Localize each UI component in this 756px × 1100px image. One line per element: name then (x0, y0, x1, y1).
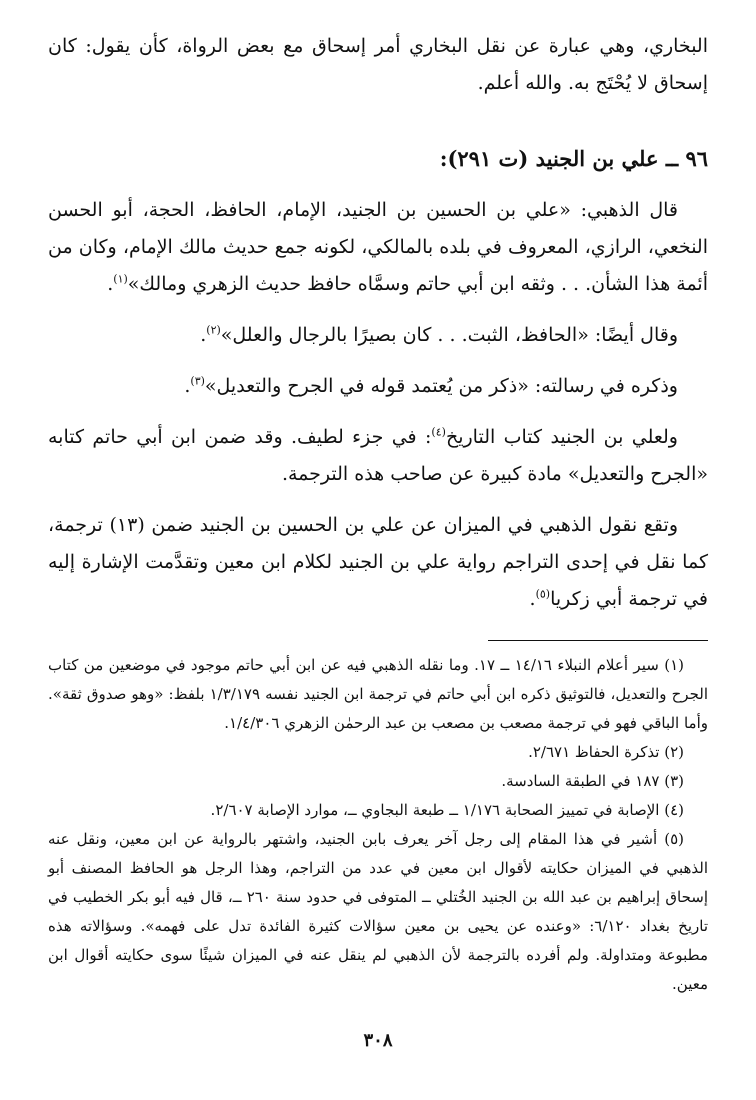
paragraph-4-text-a: ولعلي بن الجنيد كتاب التاريخ (445, 426, 678, 448)
footnotes (48, 651, 708, 999)
paragraph-3 (48, 368, 708, 405)
paragraph-4 (48, 419, 708, 493)
footnote-ref-5: (٥) (535, 587, 551, 601)
intro-paragraph: البخاري، وهي عبارة عن نقل البخاري أمر إسحاق مع بعض الرواة، كأن يقول: كان إسحاق لا يُحْتَج به. والله أعلم. (48, 35, 708, 94)
paragraph-1-text: قال الذهبي: «علي بن الحسين بن الجنيد، الإمام، الحافظ، الحجة، أبو الحسن النخعي، الرازي، المعروف في بلده بالمالكي، لكونه جمع حديث مالك الإمام، وكان من أئمة هذا الشأن. . . وثقه ابن أبي حاتم وسمَّاه حافظ حديث الزهري ومالك» (48, 199, 708, 295)
paragraph-2-text: وقال أيضًا: «الحافظ، الثبت. . . كان بصيرًا بالرجال والعلل» (220, 324, 678, 346)
page-number: ٣٠٨ (363, 1030, 393, 1051)
paragraph-4-text-b: : في جزء لطيف. وقد ضمن ابن أبي حاتم كتابه «الجرح والتعديل» مادة كبيرة عن صاحب هذه الترجمة. (48, 426, 708, 485)
paragraph-2 (48, 317, 708, 354)
footnote-ref-4: (٤) (431, 425, 446, 439)
main-text (48, 28, 708, 618)
paragraph-5-text: وتقع نقول الذهبي في الميزان عن علي بن الحسين بن الجنيد ضمن (١٣) ترجمة، كما نقل في إحدى التراجم رواية علي بن الجنيد لكلام ابن معين وتقدَّمت الإشارة إليه في ترجمة أبي زكريا (48, 514, 708, 610)
footnote-1: (١) سير أعلام النبلاء ١٤/١٦ ــ ١٧. وما نقله الذهبي فيه عن ابن أبي حاتم موجود في موضعين من كتاب الجرح والتعديل، فالتوثيق ذكره ابن أبي حاتم في ترجمة ابن الجنيد نفسه ١/٣/١٧٩ بلفظ: «وهو صدوق ثقة». وأما الباقي فهو في ترجمة مصعب بن مصعب بن عبد الرحمٰن الزهري ١/٤/٣٠٦. (48, 656, 708, 732)
paragraph-2-end: . (200, 324, 207, 346)
paragraph-1-end: . (107, 273, 114, 295)
footnote-3: (٣) ١٨٧ في الطبقة السادسة. (501, 772, 684, 790)
book-page (48, 28, 708, 999)
footnote-ref-1: (١) (113, 272, 128, 286)
paragraph-3-text: وذكره في رسالته: «ذكر من يُعتمد قوله في الجرح والتعديل» (204, 375, 678, 397)
footnote-ref-3: (٣) (190, 374, 205, 388)
entry-heading: ٩٦ ــ علي بن الجنيد (ت ٢٩١): (439, 146, 708, 171)
paragraph-5-end: . (529, 588, 536, 610)
footnote-4: (٤) الإصابة في تمييز الصحابة ١/١٧٦ ــ طبعة البجاوي ــ، موارد الإصابة ٢/٦٠٧. (210, 801, 684, 819)
paragraph-1 (48, 192, 708, 303)
paragraph-3-end: . (184, 375, 191, 397)
footnote-ref-2: (٢) (206, 323, 221, 337)
footnote-divider (488, 640, 708, 641)
paragraph-5 (48, 507, 708, 618)
footnote-2: (٢) تذكرة الحفاظ ٢/٦٧١. (528, 743, 684, 761)
footnote-5: (٥) أشير في هذا المقام إلى رجل آخر يعرف بابن الجنيد، واشتهر بالرواية عن ابن معين، ونقل عنه الذهبي في الميزان حكايته لأقوال ابن معين في عدد من التراجم، وهذا الرجل هو الحافظ المصنف أبو إسحاق إبراهيم بن عبد الله بن الجنيد الخُتلي ــ المتوفى في حدود سنة ٢٦٠ ــ، قال فيه أبو بكر الخطيب في تاريخ بغداد ٦/١٢٠: «وعنده عن يحيى بن معين سؤالات كثيرة الفائدة تدل على فهمه». وسؤالاته هذه مطبوعة ومتداولة. ولم أفرده بالترجمة لأن الذهبي لم ينقل عنه في الميزان شيئًا سوى حكايته أقوال ابن معين. (48, 830, 708, 993)
